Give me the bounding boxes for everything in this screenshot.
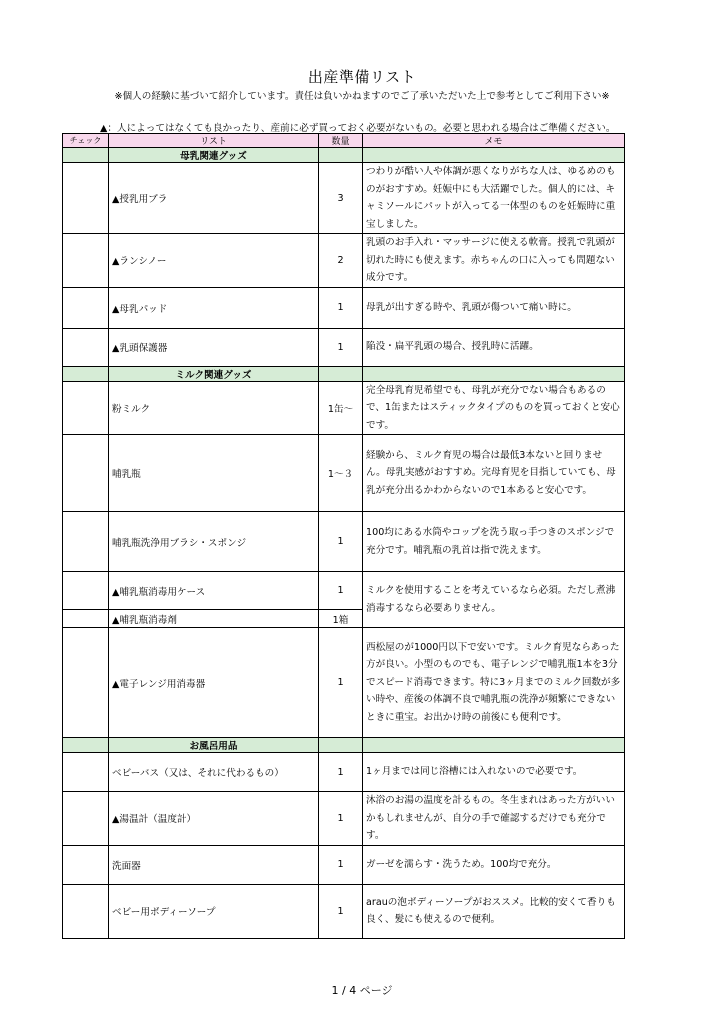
item-qty: 1 <box>319 792 363 846</box>
table-row <box>63 287 625 328</box>
item-name: ベビー用ボディーソープ <box>109 884 319 938</box>
table-row <box>63 512 625 572</box>
check-cell[interactable] <box>63 610 109 628</box>
item-name: ▲湯温計（温度計） <box>109 792 319 846</box>
item-memo: 乳頭のお手入れ・マッサージに使える軟膏。授乳で乳頭が切れた時にも使えます。赤ちゃんの口に入っても問題ない成分です。 <box>363 234 625 288</box>
item-qty: 1 <box>319 572 363 610</box>
item-qty: 1 <box>319 845 363 884</box>
item-name: ▲哺乳瓶消毒用ケース <box>109 572 319 610</box>
section-row <box>63 366 625 381</box>
table-row <box>63 572 625 610</box>
table-row <box>63 381 625 435</box>
item-qty: 1 <box>319 287 363 328</box>
item-qty: 1～３ <box>319 435 363 512</box>
item-qty: 1缶～ <box>319 381 363 435</box>
section-check-cell <box>63 366 109 381</box>
item-memo: 母乳が出すぎる時や、乳頭が傷ついて痛い時に。 <box>363 287 625 328</box>
disclaimer-text: ※個人の経験に基づいて紹介しています。責任は負いかねますのでご了承いただいた上で参考としてご利用下さい※ <box>114 91 610 102</box>
preparation-table <box>62 133 625 939</box>
check-cell[interactable] <box>63 753 109 792</box>
table-row <box>63 753 625 792</box>
check-cell[interactable] <box>63 512 109 572</box>
item-name: ▲授乳用ブラ <box>109 163 319 234</box>
item-name: ▲乳頭保護器 <box>109 328 319 366</box>
check-cell[interactable] <box>63 792 109 846</box>
section-row <box>63 738 625 753</box>
check-cell[interactable] <box>63 884 109 938</box>
item-qty: 2 <box>319 234 363 288</box>
item-memo: ガーゼを濡らす・洗うため。100均で充分。 <box>363 845 625 884</box>
check-cell[interactable] <box>63 287 109 328</box>
header-qty: 数量 <box>319 134 363 148</box>
header-memo: メモ <box>363 134 625 148</box>
table-header-row <box>63 134 625 148</box>
item-name: ▲哺乳瓶消毒剤 <box>109 610 319 628</box>
section-title: ミルク関連グッズ <box>109 366 319 381</box>
item-qty: 3 <box>319 163 363 234</box>
item-memo: 沐浴のお湯の温度を計るもの。冬生まれはあった方がいいかもしれませんが、自分の手で確認するだけでも充分です。 <box>363 792 625 846</box>
table-row <box>63 435 625 512</box>
item-name: ▲電子レンジ用消毒器 <box>109 628 319 738</box>
section-check-cell <box>63 148 109 163</box>
item-name: ▲母乳パッド <box>109 287 319 328</box>
item-qty: 1箱 <box>319 610 363 628</box>
item-qty: 1 <box>319 628 363 738</box>
section-row <box>63 148 625 163</box>
item-memo: つわりが酷い人や体調が悪くなりがちな人は、ゆるめのものがおすすめ。妊娠中にも大活躍でした。個人的には、キャミソールにパットが入ってる一体型のものを妊娠時に重宝しました。 <box>363 163 625 234</box>
check-cell[interactable] <box>63 845 109 884</box>
section-check-cell <box>63 738 109 753</box>
check-cell[interactable] <box>63 572 109 610</box>
item-name: 哺乳瓶洗浄用ブラシ・スポンジ <box>109 512 319 572</box>
table-row <box>63 792 625 846</box>
item-memo: 100均にある水筒やコップを洗う取っ手つきのスポンジで充分です。哺乳瓶の乳首は指で洗えます。 <box>363 512 625 572</box>
check-cell[interactable] <box>63 381 109 435</box>
item-memo: 1ヶ月までは同じ浴槽には入れないので必要です。 <box>363 753 625 792</box>
check-cell[interactable] <box>63 628 109 738</box>
header-list: リスト <box>109 134 319 148</box>
item-memo: ミルクを使用することを考えているなら必須。ただし煮沸消毒するなら必要ありません。 <box>363 572 625 628</box>
item-qty: 1 <box>319 328 363 366</box>
page-number: 1 / 4 ページ <box>331 984 393 997</box>
item-name: 洗面器 <box>109 845 319 884</box>
item-qty: 1 <box>319 753 363 792</box>
table-row <box>63 234 625 288</box>
table-row <box>63 884 625 938</box>
table-row <box>63 328 625 366</box>
item-memo: arauの泡ボディーソープがおススメ。比較的安くて香りも良く、髪にも使えるので便利。 <box>363 884 625 938</box>
check-cell[interactable] <box>63 435 109 512</box>
section-title: 母乳関連グッズ <box>109 148 319 163</box>
item-qty: 1 <box>319 512 363 572</box>
item-name: ▲ランシノー <box>109 234 319 288</box>
page-title: 出産準備リスト <box>307 68 417 86</box>
header-check: チェック <box>63 134 109 148</box>
section-title: お風呂用品 <box>109 738 319 753</box>
item-memo: 完全母乳育児希望でも、母乳が充分でない場合もあるので、1缶またはスティックタイプのものを買っておくと安心です。 <box>363 381 625 435</box>
item-memo: 西松屋のが1000円以下で安いです。ミルク育児ならあった方が良い。小型のものでも、電子レンジで哺乳瓶1本を3分でスピード消毒できます。特に3ヶ月までのミルク回数が多い時や、産後の体調不良で哺乳瓶の洗浄が頻繁にできないときに重宝。お出かけ時の前後にも便利です。 <box>363 628 625 738</box>
item-memo: 陥没・扁平乳頭の場合、授乳時に活躍。 <box>363 328 625 366</box>
check-cell[interactable] <box>63 163 109 234</box>
table-row <box>63 628 625 738</box>
table-row <box>63 845 625 884</box>
item-memo: 経験から、ミルク育児の場合は最低3本ないと回りません。母乳実感がおすすめ。完母育児を目指していても、母乳が充分出るかわからないので1本あると安心です。 <box>363 435 625 512</box>
check-cell[interactable] <box>63 328 109 366</box>
item-name: ベビーバス（又は、それに代わるもの） <box>109 753 319 792</box>
item-name: 粉ミルク <box>109 381 319 435</box>
table-row <box>63 163 625 234</box>
check-cell[interactable] <box>63 234 109 288</box>
item-qty: 1 <box>319 884 363 938</box>
legend-note: ▲：人によってはなくても良かったり、産前に必ず買っておく必要がないもの。必要と思われる場合はご準備ください。 <box>100 123 616 134</box>
item-name: 哺乳瓶 <box>109 435 319 512</box>
